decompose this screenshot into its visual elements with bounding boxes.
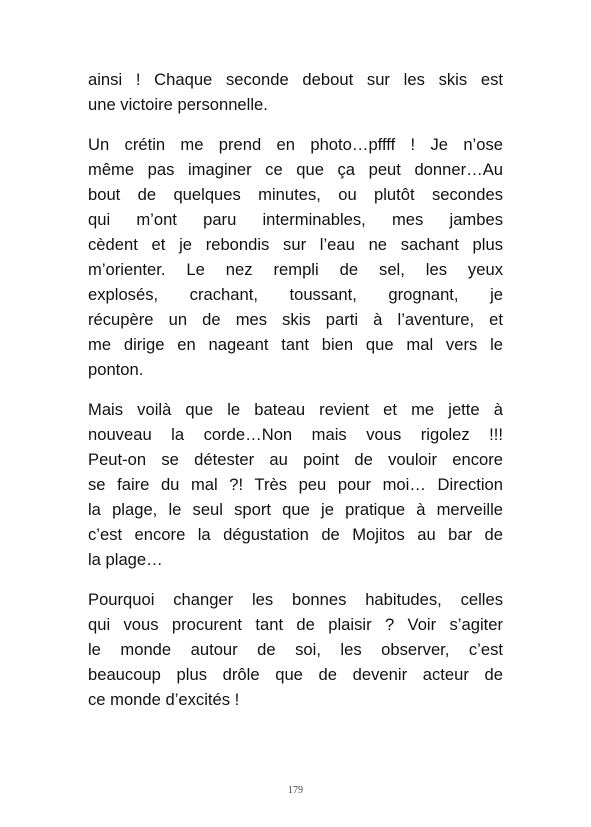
text-line: qui m’ont paru interminables, mes jambes bbox=[88, 210, 503, 229]
text-line: explosés, crachant, toussant, grognant, je bbox=[88, 285, 503, 304]
paragraph-3 bbox=[88, 397, 503, 572]
text-line: se faire du mal ?! Très peu pour moi… Direction bbox=[88, 475, 503, 494]
text-line: Un crétin me prend en photo…pffff ! Je n’ose bbox=[88, 135, 503, 154]
text-line: c’est encore la dégustation de Mojitos au bar de bbox=[88, 525, 503, 544]
body-text bbox=[88, 67, 503, 727]
text-line: ainsi ! Chaque seconde debout sur les skis est bbox=[88, 70, 503, 89]
text-line: ponton. bbox=[88, 360, 144, 379]
text-line: nouveau la corde…Non mais vous rigolez !!! bbox=[88, 425, 503, 444]
page-number: 179 bbox=[288, 785, 303, 796]
text-line: ce monde d’excités ! bbox=[88, 690, 240, 709]
text-line: la plage… bbox=[88, 550, 163, 569]
text-line: récupère un de mes skis parti à l’aventure, et bbox=[88, 310, 503, 329]
text-line: bout de quelques minutes, ou plutôt secondes bbox=[88, 185, 503, 204]
text-line: même pas imaginer ce que ça peut donner…Au bbox=[88, 160, 503, 179]
text-line: Pourquoi changer les bonnes habitudes, celles bbox=[88, 590, 503, 609]
paragraph-1 bbox=[88, 67, 503, 117]
paragraph-2 bbox=[88, 132, 503, 382]
paragraph-4 bbox=[88, 587, 503, 712]
text-line: m’orienter. Le nez rempli de sel, les yeux bbox=[88, 260, 503, 279]
text-line: Mais voilà que le bateau revient et me jette à bbox=[88, 400, 503, 419]
text-line: une victoire personnelle. bbox=[88, 95, 268, 114]
text-line: cèdent et je rebondis sur l’eau ne sachant plus bbox=[88, 235, 503, 254]
text-line: Peut-on se détester au point de vouloir encore bbox=[88, 450, 503, 469]
text-line: la plage, le seul sport que je pratique à merveille bbox=[88, 500, 503, 519]
text-line: beaucoup plus drôle que de devenir acteur de bbox=[88, 665, 503, 684]
text-line: le monde autour de soi, les observer, c’est bbox=[88, 640, 503, 659]
text-line: qui vous procurent tant de plaisir ? Voir s’agiter bbox=[88, 615, 503, 634]
text-line: me dirige en nageant tant bien que mal vers le bbox=[88, 335, 503, 354]
